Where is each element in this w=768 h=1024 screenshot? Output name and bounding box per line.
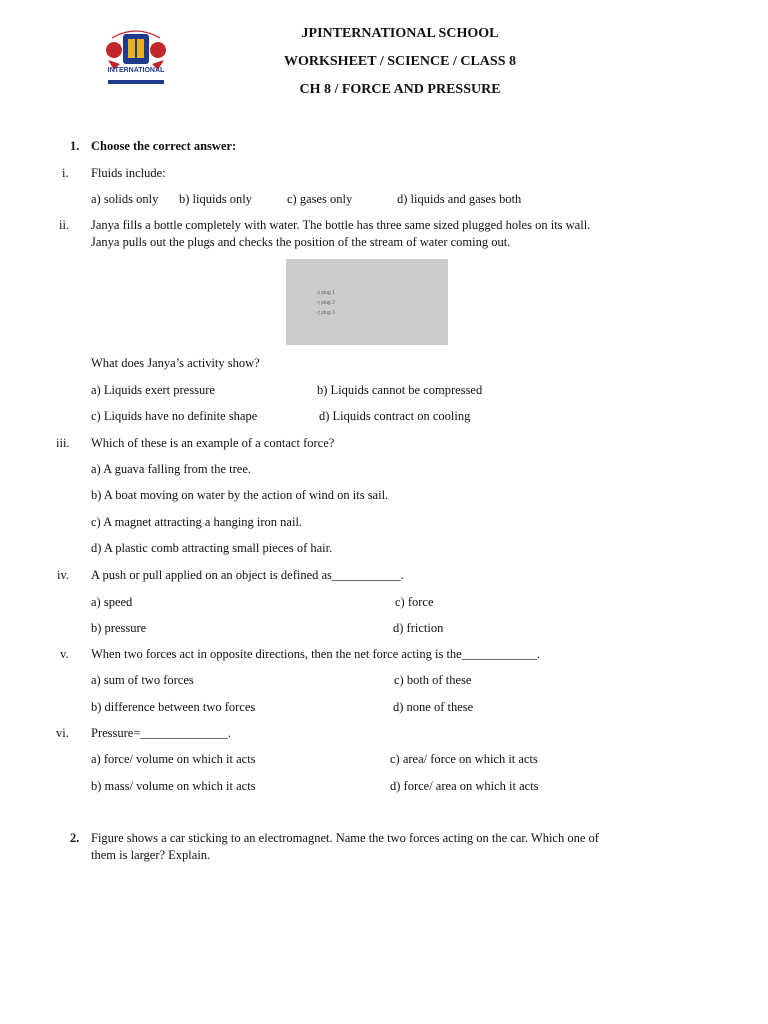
bottle-figure — [286, 259, 448, 345]
qiii-option-c: c) A magnet attracting a hanging iron nail. — [91, 515, 303, 529]
qiii-option-d: d) A plastic comb attracting small pieces of hair. — [91, 541, 333, 555]
qii-option-d: d) Liquids contract on cooling — [319, 409, 471, 423]
qi-option-c: c) gases only — [287, 192, 353, 206]
qv-text: When two forces act in opposite directions, then the net force acting is the____________. — [91, 647, 540, 661]
qiii-option-a: a) A guava falling from the tree. — [91, 462, 252, 476]
q1-number: 1. — [70, 139, 80, 153]
qii-number: ii. — [59, 218, 70, 232]
qvi-text: Pressure=______________. — [91, 726, 232, 740]
qi-option-d: d) liquids and gases both — [397, 192, 522, 206]
figure-label-2: ◁ plug 2 — [316, 300, 335, 306]
qii-text-line1: Janya fills a bottle completely with water. The bottle has three same sized plugged holes on its wall. — [91, 218, 591, 232]
qiv-option-a: a) speed — [91, 595, 133, 609]
qvi-number: vi. — [56, 726, 69, 740]
logo-ribbon — [108, 80, 164, 84]
qii-option-c: c) Liquids have no definite shape — [91, 409, 258, 423]
figure-label-1: ◁ plug 1 — [316, 290, 335, 296]
qi-number: i. — [62, 166, 69, 180]
qiv-number: iv. — [57, 568, 70, 582]
qv-option-a: a) sum of two forces — [91, 673, 194, 687]
qvi-option-c: c) area/ force on which it acts — [390, 752, 538, 766]
q2-number: 2. — [70, 831, 80, 845]
qiv-text: A push or pull applied on an object is defined as___________. — [91, 568, 404, 582]
school-name: JPINTERNATIONAL SCHOOL — [301, 26, 499, 41]
figure-label-3: ◁ plug 3 — [316, 310, 335, 316]
school-logo — [100, 22, 172, 90]
qvi-option-d: d) force/ area on which it acts — [390, 779, 539, 793]
qiv-option-c: c) force — [395, 595, 434, 609]
qv-number: v. — [60, 647, 69, 661]
qvi-option-b: b) mass/ volume on which it acts — [91, 779, 256, 793]
qvi-option-a: a) force/ volume on which it acts — [91, 752, 256, 766]
qii-option-b: b) Liquids cannot be compressed — [317, 383, 483, 397]
qv-option-c: c) both of these — [394, 673, 472, 687]
qii-option-a: a) Liquids exert pressure — [91, 383, 215, 397]
qiv-option-d: d) friction — [393, 621, 444, 635]
qii-question: What does Janya’s activity show? — [91, 356, 260, 370]
qi-option-b: b) liquids only — [179, 192, 252, 206]
qii-text-line2: Janya pulls out the plugs and checks the position of the stream of water coming out. — [91, 235, 511, 249]
qi-option-a: a) solids only — [91, 192, 159, 206]
qiii-number: iii. — [56, 436, 70, 450]
q1-title: Choose the correct answer: — [91, 139, 237, 153]
qiv-option-b: b) pressure — [91, 621, 147, 635]
qiii-option-b: b) A boat moving on water by the action of wind on its sail. — [91, 488, 389, 502]
qi-text: Fluids include: — [91, 166, 166, 180]
q2-text-line1: Figure shows a car sticking to an electromagnet. Name the two forces acting on the car. Which one of — [91, 831, 599, 845]
q2-text-line2: them is larger? Explain. — [91, 848, 211, 862]
qv-option-d: d) none of these — [393, 700, 474, 714]
chapter-title: CH 8 / FORCE AND PRESSURE — [299, 82, 501, 97]
logo-text: INTERNATIONAL — [107, 67, 165, 74]
qv-option-b: b) difference between two forces — [91, 700, 256, 714]
worksheet-title: WORKSHEET / SCIENCE / CLASS 8 — [284, 54, 516, 69]
qiii-text: Which of these is an example of a contact force? — [91, 436, 335, 450]
